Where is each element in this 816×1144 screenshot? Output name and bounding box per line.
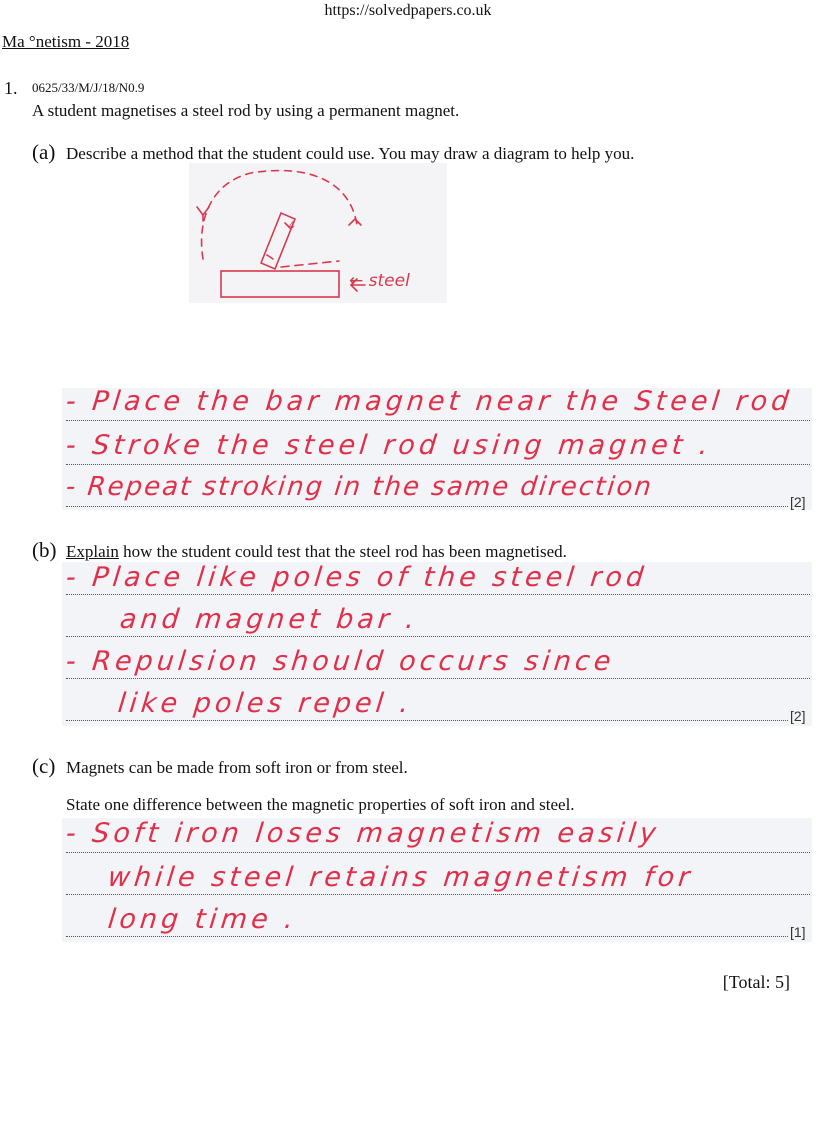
marks-a: [2] xyxy=(790,494,806,510)
magnet-pole-label: 4 xyxy=(289,221,295,231)
answer-line xyxy=(66,594,810,595)
answer-line xyxy=(66,936,788,937)
marks-b: [2] xyxy=(790,708,806,724)
part-a-label: (a) xyxy=(32,140,56,164)
answer-line xyxy=(66,636,810,637)
handwritten-answer-b4: like poles repel . xyxy=(116,688,415,719)
page-url: https://solvedpapers.co.uk xyxy=(324,2,492,19)
marks-c: [1] xyxy=(790,924,806,940)
magnetisation-diagram xyxy=(189,163,447,303)
answer-line xyxy=(66,420,810,421)
question-code: 0625/33/M/J/18/N0.9 xyxy=(32,80,145,95)
question-stem: A student magnetises a steel rod by using a permanent magnet. xyxy=(32,101,460,120)
part-b-label: (b) xyxy=(32,538,57,562)
handwritten-answer-c2: while steel retains magnetism for xyxy=(106,862,695,893)
handwritten-answer-a2: - Stroke the steel rod using magnet . xyxy=(64,430,714,461)
question-number: 1. xyxy=(4,78,18,98)
handwritten-answer-b1: - Place like poles of the steel rod xyxy=(64,562,649,593)
handwritten-answer-a3: - Repeat stroking in the same direction xyxy=(64,472,655,502)
handwritten-answer-c1: - Soft iron loses magnetism easily xyxy=(64,818,662,849)
answer-line xyxy=(66,720,788,721)
part-b-text-rest: how the student could test that the steel rod has been magnetised. xyxy=(118,542,567,561)
part-b-text xyxy=(66,542,567,562)
part-b-command-word: Explain xyxy=(66,542,119,561)
answer-line xyxy=(66,506,788,507)
part-c-text: Magnets can be made from soft iron or from steel. xyxy=(66,758,408,777)
total-marks: [Total: 5] xyxy=(722,972,790,992)
answer-line xyxy=(66,464,810,465)
part-c-text2: State one difference between the magnetic properties of soft iron and steel. xyxy=(66,795,575,814)
part-c-label: (c) xyxy=(32,754,56,778)
answer-line xyxy=(66,852,810,853)
handwritten-answer-b2: and magnet bar . xyxy=(118,604,420,635)
answer-line xyxy=(66,678,810,679)
handwritten-answer-c3: long time . xyxy=(106,904,299,935)
document-title: Ma °netism - 2018 xyxy=(2,32,130,51)
part-a-text: Describe a method that the student could use. You may draw a diagram to help you. xyxy=(66,144,635,163)
diagram-steel-label: ← steel xyxy=(349,271,410,291)
handwritten-answer-b3: - Repulsion should occurs since xyxy=(64,646,617,677)
answer-line xyxy=(66,894,810,895)
handwritten-answer-a1: - Place the bar magnet near the Steel rod xyxy=(64,386,795,417)
